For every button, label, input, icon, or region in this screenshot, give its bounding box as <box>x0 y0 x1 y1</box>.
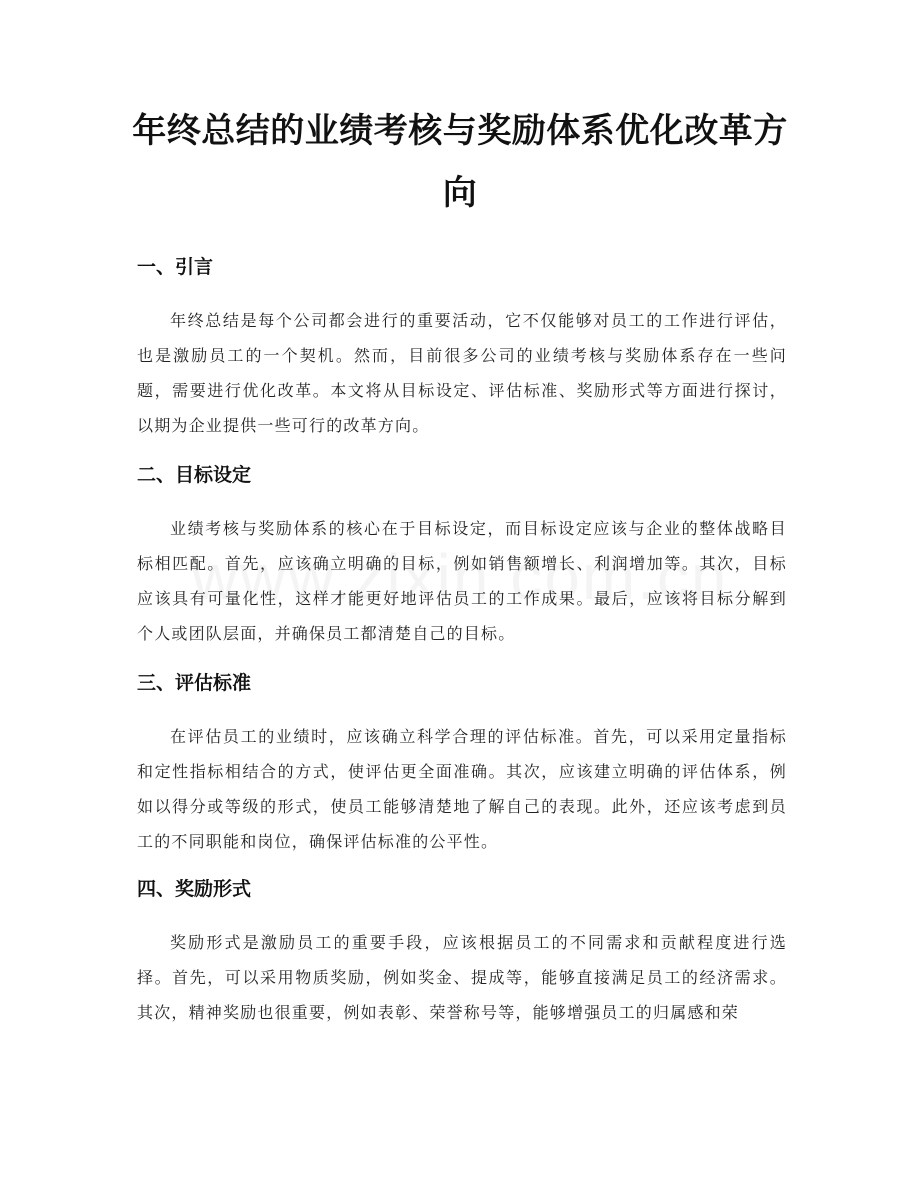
section-heading: 一、引言 <box>137 256 214 278</box>
section-paragraph: 年终总结是每个公司都会进行的重要活动，它不仅能够对员工的工作进行评估，也是激励员工的一个契机。然而，目前很多公司的业绩考核与奖励体系存在一些问题，需要进行优化改革。本文将从目标设定、评估标准、奖励形式等方面进行探讨，以期为企业提供一些可行的改革方向。 <box>137 311 787 435</box>
section-heading: 二、目标设定 <box>137 464 252 486</box>
document-title: 年终总结的业绩考核与奖励体系优化改革方向 <box>132 111 788 213</box>
section-paragraph: 业绩考核与奖励体系的核心在于目标设定，而目标设定应该与企业的整体战略目标相匹配。首先，应该确立明确的目标，例如销售额增长、利润增加等。其次，目标应该具有可量化性，这样才能更好地评估员工的工作成果。最后，应该将目标分解到个人或团队层面，并确保员工都清楚自己的目标。 <box>137 519 787 643</box>
section-heading: 三、评估标准 <box>137 672 252 694</box>
section-paragraph: 在评估员工的业绩时，应该确立科学合理的评估标准。首先，可以采用定量指标和定性指标相结合的方式，使评估更全面准确。其次，应该建立明确的评估体系，例如以得分或等级的形式，使员工能够清楚地了解自己的表现。此外，还应该考虑到员工的不同职能和岗位，确保评估标准的公平性。 <box>137 727 787 851</box>
section-introduction <box>137 254 787 443</box>
section-evaluation-criteria <box>137 670 787 859</box>
section-paragraph: 奖励形式是激励员工的重要手段，应该根据员工的不同需求和贡献程度进行选择。首先，可以采用物质奖励，例如奖金、提成等，能够直接满足员工的经济需求。其次，精神奖励也很重要，例如表彰、荣誉称号等，能够增强员工的归属感和荣 <box>137 933 787 1022</box>
section-heading: 四、奖励形式 <box>137 878 252 900</box>
section-goal-setting <box>137 462 787 651</box>
section-reward-forms <box>137 876 787 1030</box>
